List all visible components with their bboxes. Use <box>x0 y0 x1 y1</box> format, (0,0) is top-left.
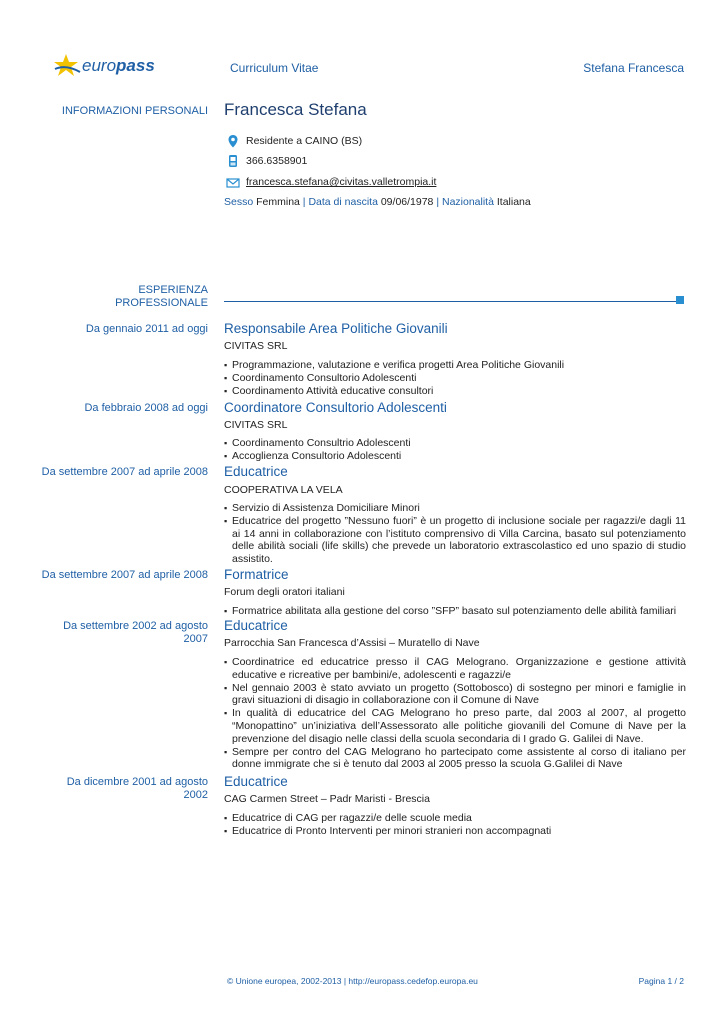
job-title: Formatrice <box>224 567 289 582</box>
sex-label: Sesso <box>224 196 254 208</box>
employer: Parrocchia San Francesca d’Assisi – Muratello di Nave <box>224 637 480 649</box>
europass-logo <box>52 52 155 82</box>
job-bullets <box>224 656 686 771</box>
job-date-line1: Da dicembre 2001 ad agosto <box>66 776 208 788</box>
footer-copyright: © Unione europea, 2002-2013 | http://europass.cedefop.europa.eu <box>227 976 478 986</box>
nationality-label: Nazionalità <box>441 196 494 208</box>
email-icon <box>226 176 240 190</box>
bullet-item: ▪ Educatrice di CAG per ragazzi/e delle scuole media <box>224 812 686 825</box>
job-bullets <box>224 605 686 618</box>
bullet-item: ▪ Nel gennaio 2003 è stato avviato un progetto (Sottobosco) di sostegno per minori e famiglie in gravi situazioni di disagio in collaborazione con il Comune di Nave <box>224 682 686 708</box>
section-divider-marker <box>676 296 684 304</box>
bullet-item: ▪ Servizio di Assistenza Domiciliare Minori <box>224 502 686 515</box>
job-title: Educatrice <box>224 464 288 479</box>
job-date <box>63 620 208 646</box>
job-title: Educatrice <box>224 618 288 633</box>
employer: Forum degli oratori italiani <box>224 586 345 598</box>
job-date <box>67 776 208 802</box>
bullet-item: ▪ Sempre per contro del CAG Melograno ho partecipato come assistente al corso di italiano per donne immigrate che si è tenuto dal 2003 al 2005 presso la scuola G.Galilei di Nave <box>224 746 686 772</box>
birth-label: Data di nascita <box>308 196 378 208</box>
personal-details-line <box>224 196 531 208</box>
employer: COOPERATIVA LA VELA <box>224 484 343 496</box>
job-bullets <box>224 812 686 838</box>
employer: CIVITAS SRL <box>224 340 288 352</box>
bullet-item: ▪ Coordinamento Consultrio Adolescenti <box>224 437 686 450</box>
location-icon <box>226 134 240 148</box>
phone-icon <box>226 154 240 168</box>
job-bullets <box>224 359 686 397</box>
bullet-item: ▪ Educatrice di Pronto Interventi per minori stranieri non accompagnati <box>224 825 686 838</box>
job-date-line2: 2002 <box>183 789 208 801</box>
bullet-item: ▪ Programmazione, valutazione e verifica progetti Area Politiche Giovanili <box>224 359 686 372</box>
bullet-item: ▪ Accoglienza Consultorio Adolescenti <box>224 450 686 463</box>
bullet-item: ▪ Formatrice abilitata alla gestione del corso ”SFP” basato sul potenziamento delle abilità familiari <box>224 605 686 618</box>
job-title: Coordinatore Consultorio Adolescenti <box>224 400 447 415</box>
person-name: Francesca Stefana <box>224 100 367 119</box>
nationality-value: Italiana <box>496 196 531 208</box>
job-date: Da settembre 2007 ad aprile 2008 <box>41 466 208 478</box>
page-number: Pagina 1 / 2 <box>638 976 684 986</box>
bullet-item: ▪ In qualità di educatrice del CAG Melograno ho preso parte, dal 2003 al 2007, al progetto “Monopattino” un’iniziativa dell’Assessorato alle politiche giovanili del Comune di Nave per la prevenzione del disagio nelle classi della scuola secondaria di I grado G. Galilei di Nave. <box>224 707 686 745</box>
address: Residente a CAINO (BS) <box>246 135 363 147</box>
job-title: Educatrice <box>224 774 288 789</box>
header-person-name: Stefana Francesca <box>583 61 684 75</box>
job-date-line1: Da settembre 2002 ad agosto <box>63 620 208 632</box>
employer: CIVITAS SRL <box>224 419 288 431</box>
job-title: Responsabile Area Politiche Giovanili <box>224 321 448 336</box>
europass-star-icon <box>52 52 82 80</box>
phone-number: 366.6358901 <box>246 155 308 167</box>
doc-title: Curriculum Vitae <box>230 61 319 75</box>
section-divider <box>224 301 676 302</box>
bullet-item: ▪ Coordinamento Consultorio Adolescenti <box>224 372 686 385</box>
separator: | <box>302 196 306 208</box>
bullet-item: ▪ Educatrice del progetto ”Nessuno fuori” è un progetto di inclusione sociale per ragazzi/e dagli 11 ai 14 anni in collaborazione con l’istituto comprensivo di Villa Carcina, basato sul potenziamento delle abilità sociali (life skills) che prevede un laboratorio extrascolastico ed uno spazio di studio assistito. <box>224 515 686 566</box>
employer: CAG Carmen Street – Padr Maristi - Brescia <box>224 793 430 805</box>
logo-text-euro: euro <box>82 56 117 75</box>
birth-value: 09/06/1978 <box>380 196 434 208</box>
logo-text-pass: pass <box>116 56 155 75</box>
personal-info-label: INFORMAZIONI PERSONALI <box>61 105 208 117</box>
job-bullets <box>224 437 686 463</box>
bullet-item: ▪ Coordinatrice ed educatrice presso il CAG Melograno. Organizzazione e gestione attività educative e ricreative per bambini/e, adolescenti e ragazzi/e <box>224 656 686 682</box>
sex-value: Femmina <box>256 196 300 208</box>
experience-label <box>115 284 208 310</box>
bullet-item: ▪ Coordinamento Attività educative consultori <box>224 385 686 398</box>
job-date: Da settembre 2007 ad aprile 2008 <box>41 569 208 581</box>
experience-label-line2: PROFESSIONALE <box>115 297 208 309</box>
separator: | <box>436 196 440 208</box>
job-date: Da gennaio 2011 ad oggi <box>85 323 208 335</box>
job-date: Da febbraio 2008 ad oggi <box>84 402 208 414</box>
job-date-line2: 2007 <box>183 633 208 645</box>
experience-label-line1: ESPERIENZA <box>138 284 208 296</box>
email-link[interactable]: francesca.stefana@civitas.valletrompia.it <box>246 176 437 188</box>
job-bullets <box>224 502 686 566</box>
